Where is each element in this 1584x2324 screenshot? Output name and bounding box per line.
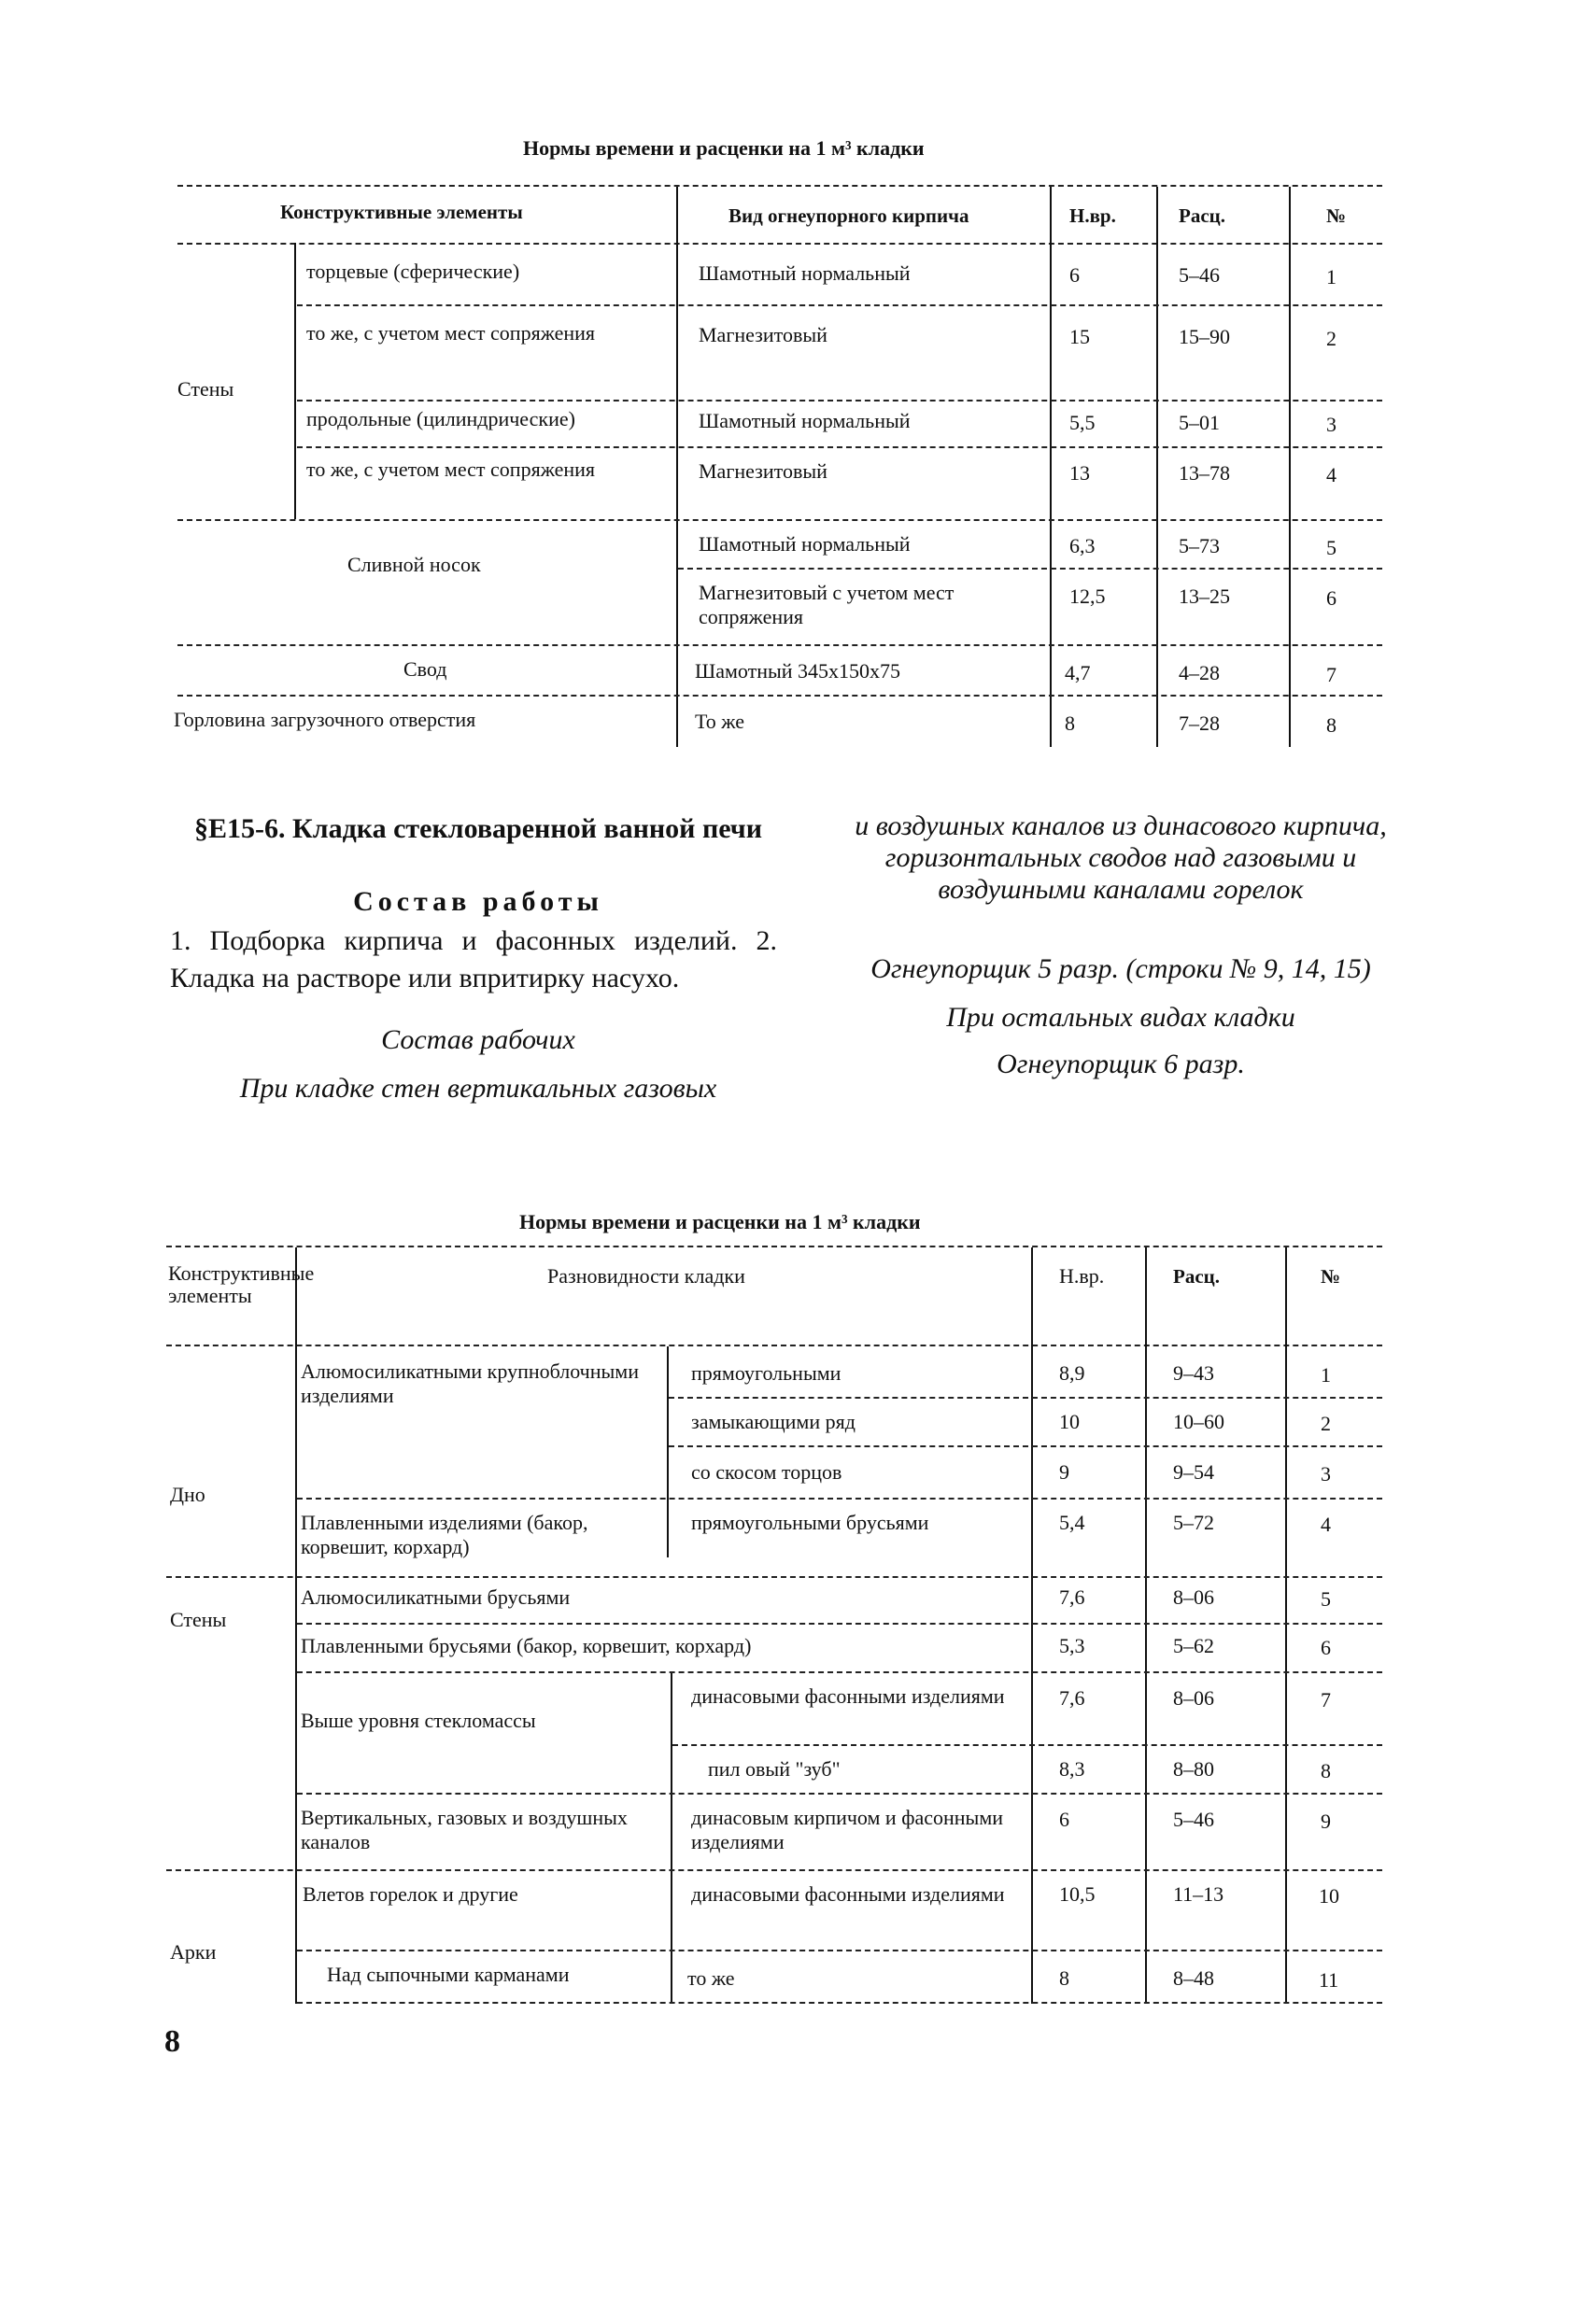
right-italic: и воздушных каналов из динасового кирпича, горизонтальных сводов над газовыми и воздушными каналами горелок	[855, 810, 1387, 905]
t1-r4-norm: 13	[1069, 461, 1090, 485]
t2-r1-rate: 9–43	[1173, 1361, 1214, 1385]
t2-r10-a: Влетов горелок и другие	[303, 1882, 518, 1906]
t1-r4-brick: Магнезитовый	[699, 459, 827, 483]
t2-r5-rate: 8–06	[1173, 1585, 1214, 1609]
work-text: 1. Подборка кирпича и фасонных изделий. 2. Кладка на растворе или впритирку насухо.	[170, 925, 777, 993]
t2-r9-b: динасовым кирпичом и фасонными изделиями	[691, 1806, 1004, 1853]
t2-r4-rate: 5–72	[1173, 1511, 1214, 1534]
t1-r7-norm: 4,7	[1065, 661, 1091, 684]
t1-r8-num: 8	[1326, 713, 1336, 737]
right-rank1: Огнеупорщик 5 разр. (строки № 9, 14, 15)	[870, 953, 1371, 984]
t2-r2-num: 2	[1321, 1412, 1331, 1435]
t2-r8-norm: 8,3	[1059, 1757, 1085, 1781]
t1-r3-num: 3	[1326, 413, 1336, 436]
t2-header-elements: Конструктивные элементы	[168, 1261, 315, 1307]
t2-header-num: №	[1321, 1265, 1341, 1288]
t2-header-norm: Н.вр.	[1059, 1264, 1105, 1288]
t1-r7-rate: 4–28	[1179, 661, 1220, 684]
t2-r6-rate: 5–62	[1173, 1634, 1214, 1657]
t2-r8-rate: 8–80	[1173, 1757, 1214, 1781]
t2-r2-rate: 10–60	[1173, 1410, 1224, 1433]
t2-header-rate: Расц.	[1173, 1265, 1220, 1288]
t1-r4-element: то же, с учетом мест сопряжения	[306, 458, 596, 481]
t1-r2-norm: 15	[1069, 325, 1090, 348]
t2-r11-a: Над сыпочными карманами	[327, 1963, 570, 1986]
t1-r4-num: 4	[1326, 463, 1336, 486]
t2-r2-norm: 10	[1059, 1410, 1080, 1433]
t1-r8-rate: 7–28	[1179, 711, 1220, 735]
t2-r6-a: Плавленными брусьями (бакор, корвешит, корхард)	[301, 1634, 752, 1657]
t2-r9-rate: 5–46	[1173, 1808, 1214, 1831]
t2-r10-rate: 11–13	[1173, 1882, 1224, 1906]
t1-r8-brick: То же	[695, 710, 744, 733]
t2-r9-num: 9	[1321, 1810, 1331, 1833]
t1-r2-rate: 15–90	[1179, 325, 1230, 348]
t1-r6-num: 6	[1326, 586, 1336, 610]
t2-r11-rate: 8–48	[1173, 1966, 1214, 1990]
t1-r5-norm: 6,3	[1069, 534, 1096, 557]
t1-r2-num: 2	[1326, 327, 1336, 350]
t1-r5-num: 5	[1326, 536, 1336, 559]
t1-r1-norm: 6	[1069, 263, 1080, 287]
t2-r5-a: Алюмосиликатными брусьями	[301, 1585, 571, 1609]
t2-r5-num: 5	[1321, 1587, 1331, 1611]
t1-r2-brick: Магнезитовый	[699, 323, 827, 346]
t1-r8-norm: 8	[1065, 711, 1075, 735]
t1-r1-rate: 5–46	[1179, 263, 1220, 287]
t2-group-dno: Дно	[170, 1483, 205, 1506]
t2-header-kinds: Разновидности кладки	[547, 1264, 745, 1288]
t2-r11-num: 11	[1319, 1968, 1339, 1992]
t2-group-steny: Стены	[170, 1608, 227, 1631]
t2-r8-b: пил овый "зуб"	[708, 1757, 841, 1781]
t2-r7-rate: 8–06	[1173, 1686, 1214, 1710]
t1-group-nosok: Сливной носок	[347, 553, 481, 576]
t1-r3-norm: 5,5	[1069, 411, 1096, 434]
t1-r1-element: торцевые (сферические)	[306, 260, 520, 283]
t1-r7-brick: Шамотный 345x150x75	[695, 659, 901, 683]
t1-group-steny: Стены	[177, 377, 234, 401]
workers-heading: Состав рабочих	[381, 1024, 575, 1055]
t2-r9-norm: 6	[1059, 1808, 1069, 1831]
t1-header-norm: Н.вр.	[1069, 204, 1116, 227]
t2-r1-a: Алюмосиликатными крупноблочными изделиями	[301, 1359, 640, 1407]
table2-caption: Нормы времени и расценки на 1 м³ кладки	[519, 1210, 921, 1233]
right-rank2: Огнеупорщик 6 разр.	[997, 1049, 1245, 1079]
t1-r6-brick: Магнезитовый с учетом мест сопряжения	[699, 581, 955, 628]
t1-r5-rate: 5–73	[1179, 534, 1220, 557]
t1-r8-element: Горловина загрузочного отверстия	[174, 708, 476, 731]
t2-r11-b: то же	[687, 1966, 735, 1990]
t2-r1-norm: 8,9	[1059, 1361, 1085, 1385]
t2-r10-b: динасовыми фасонными изделиями	[691, 1882, 1005, 1906]
t2-r4-b: прямоугольными брусьями	[691, 1511, 929, 1534]
section-title: §Е15-6. Кладка стекловаренной ванной печи	[194, 813, 762, 844]
table1-caption: Нормы времени и расценки на 1 м³ кладки	[523, 136, 925, 160]
t2-r4-a: Плавленными изделиями (бакор, корвешит, корхард)	[301, 1511, 588, 1558]
t2-r4-num: 4	[1321, 1513, 1331, 1536]
t2-r10-num: 10	[1319, 1884, 1339, 1908]
t2-r3-norm: 9	[1059, 1460, 1069, 1484]
t2-r3-num: 3	[1321, 1462, 1331, 1486]
t1-r1-num: 1	[1326, 265, 1336, 289]
t1-r1-brick: Шамотный нормальный	[699, 261, 911, 285]
t1-header-brick: Вид огнеупорного кирпича	[728, 204, 969, 227]
t1-r7-element: Свод	[403, 657, 447, 681]
t1-r3-element: продольные (цилиндрические)	[306, 407, 575, 430]
t2-r3-b: со скосом торцов	[691, 1460, 842, 1484]
work-heading: Состав работы	[353, 886, 603, 917]
t2-r2-b: замыкающими ряд	[691, 1410, 856, 1433]
t1-r4-rate: 13–78	[1179, 461, 1230, 485]
page-number: 8	[164, 2024, 180, 2059]
t2-r9-a: Вертикальных, газовых и воздушных каналов	[301, 1806, 628, 1853]
t2-r6-norm: 5,3	[1059, 1634, 1085, 1657]
t2-r6-num: 6	[1321, 1636, 1331, 1659]
t2-r8-num: 8	[1321, 1759, 1331, 1782]
t1-r5-brick: Шамотный нормальный	[699, 532, 911, 556]
t2-r5-norm: 7,6	[1059, 1585, 1085, 1609]
t2-r3-rate: 9–54	[1173, 1460, 1214, 1484]
t1-r7-num: 7	[1326, 663, 1336, 686]
t1-r2-element: то же, с учетом мест сопряжения	[306, 321, 596, 345]
t2-r1-num: 1	[1321, 1363, 1331, 1387]
t1-r6-norm: 12,5	[1069, 585, 1106, 608]
t1-r3-brick: Шамотный нормальный	[699, 409, 911, 432]
t2-r7-b: динасовыми фасонными изделиями	[691, 1684, 1005, 1708]
right-other: При остальных видах кладки	[946, 1002, 1295, 1033]
t1-header-rate: Расц.	[1179, 204, 1225, 227]
t2-r10-norm: 10,5	[1059, 1882, 1096, 1906]
t2-r4-norm: 5,4	[1059, 1511, 1085, 1534]
t2-r7-num: 7	[1321, 1688, 1331, 1711]
t1-r3-rate: 5–01	[1179, 411, 1220, 434]
t1-r6-rate: 13–25	[1179, 585, 1230, 608]
t2-r11-norm: 8	[1059, 1966, 1069, 1990]
left-italic: При кладке стен вертикальных газовых	[239, 1073, 717, 1104]
t2-r7-norm: 7,6	[1059, 1686, 1085, 1710]
t1-header-num: №	[1326, 204, 1347, 227]
t2-group-arki: Арки	[170, 1940, 217, 1964]
t2-r7-a: Выше уровня стекломассы	[301, 1709, 536, 1732]
t1-header-elements: Конструктивные элементы	[280, 201, 523, 223]
t2-r1-b: прямоугольными	[691, 1361, 842, 1385]
